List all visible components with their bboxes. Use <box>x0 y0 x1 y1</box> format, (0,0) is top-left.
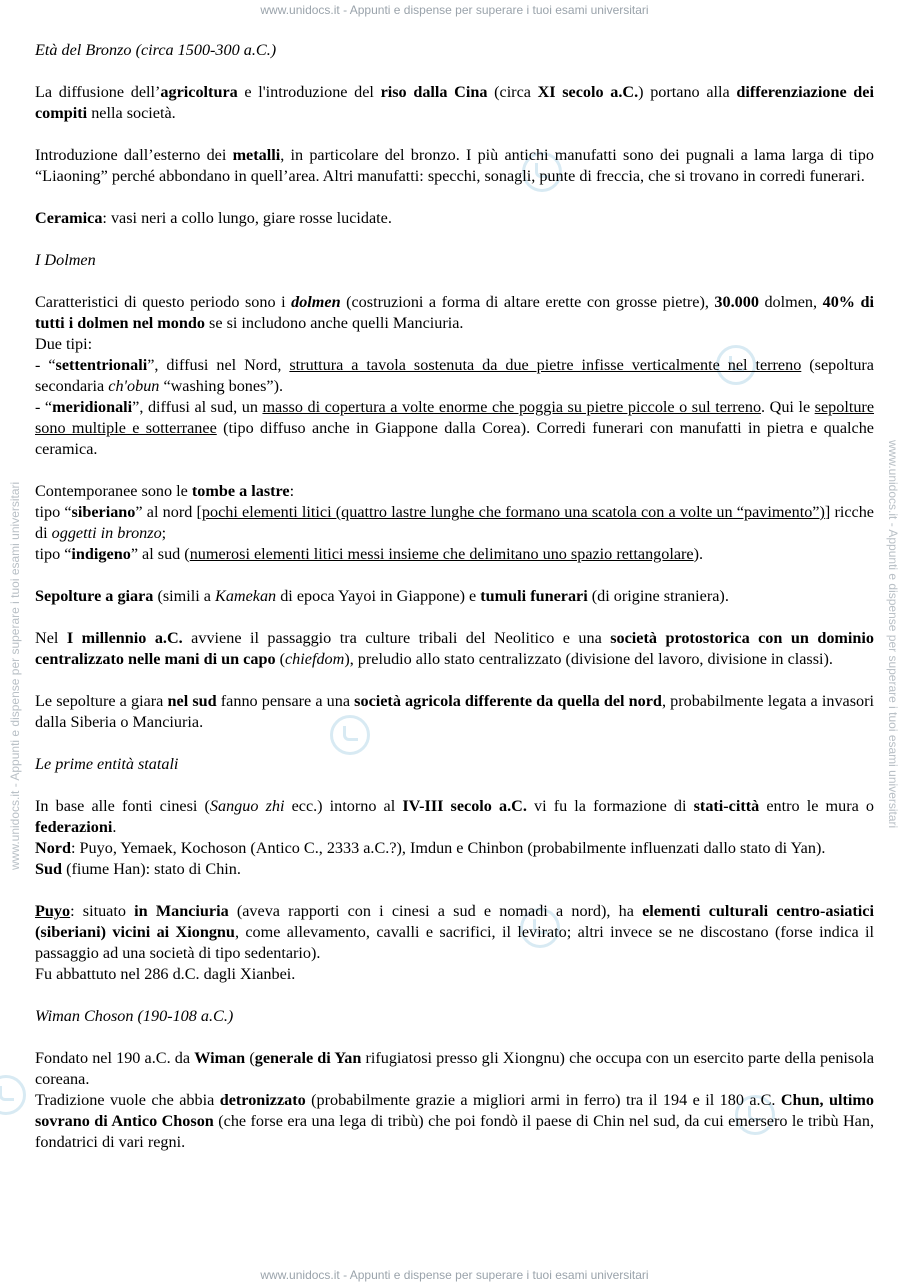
paragraph: Caratteristici di questo periodo sono i dolmen (costruzioni a forma di altare erette con grosse pietre), 30.000 dolmen, 40% di tutti i dolmen nel mondo se si includono anche quelli Manciuria. <box>35 293 874 332</box>
paragraph: Due tipi: <box>35 335 93 353</box>
paragraph: In base alle fonti cinesi (Sanguo zhi ecc.) intorno al IV-III secolo a.C. vi fu la formazione di stati-città entro le mura o federazioni. <box>35 797 874 836</box>
paragraph: Ceramica: vasi neri a collo lungo, giare rosse lucidate. <box>35 209 392 227</box>
paragraph: Tradizione vuole che abbia detronizzato (probabilmente grazie a migliori armi in ferro) tra il 194 e il 180 a.C. Chun, ultimo sovrano di Antico Choson (che forse era una lega di tribù) che poi fondò il paese di Chin nel sud, da cui emersero le tribù Han, fondatrici di vari regni. <box>35 1091 875 1151</box>
paragraph: Contemporanee sono le tombe a lastre: <box>35 482 295 500</box>
paragraph: Nel I millennio a.C. avviene il passaggio tra culture tribali del Neolitico e una società protostorica con un dominio centralizzato nelle mani di un capo (chiefdom), preludio allo stato centralizzato (divisione del lavoro, divisione in classi). <box>35 629 875 668</box>
section-title-entita-statali: Le prime entità statali <box>35 755 179 773</box>
unidocs-logo-icon <box>0 1075 26 1115</box>
watermark-header: www.unidocs.it - Appunti e dispense per superare i tuoi esami universitari <box>260 3 649 17</box>
list-item: - “settentrionali”, diffusi nel Nord, struttura a tavola sostenuta da due pietre infisse verticalmente nel terreno (sepoltura secondaria ch'obun “washing bones”). <box>35 356 874 395</box>
paragraph: Fu abbattuto nel 286 d.C. dagli Xianbei. <box>35 965 296 983</box>
paragraph: Puyo: situato in Manciuria (aveva rapporti con i cinesi a sud e nomadi a nord), ha elementi culturali centro-asiatici (siberiani) vicini ai Xiongnu, come allevamento, cavalli e sacrifici, il levirato; altri invece se ne discostano (forse indica il passaggio ad una società di tipo sedentario). <box>35 902 875 962</box>
list-item: - “meridionali”, diffusi al sud, un masso di copertura a volte enorme che poggia su pietre piccole o sul terreno. Qui le sepolture sono multiple e sotterranee (tipo diffuso anche in Giappone dalla Corea). Corredi funerari con manufatti in pietra e qualche ceramica. <box>35 398 875 458</box>
section-title-dolmen: I Dolmen <box>35 251 96 269</box>
paragraph: La diffusione dell’agricoltura e l'introduzione del riso dalla Cina (circa XI secolo a.C.) portano alla differenziazione dei compiti nella società. <box>35 83 874 122</box>
paragraph: Nord: Puyo, Yemaek, Kochoson (Antico C., 2333 a.C.?), Imdun e Chinbon (probabilmente influenzati dallo stato di Yan). <box>35 839 826 857</box>
paragraph: tipo “siberiano” al nord [pochi elementi litici (quattro lastre lunghe che formano una scatola con a volte un “pavimento”)] ricche di oggetti in bronzo; <box>35 503 874 542</box>
paragraph: tipo “indigeno” al sud (numerosi elementi litici messi insieme che delimitano uno spazio rettangolare). <box>35 545 704 563</box>
paragraph: Le sepolture a giara nel sud fanno pensare a una società agricola differente da quella del nord, probabilmente legata a invasori dalla Siberia o Manciuria. <box>35 692 875 731</box>
paragraph: Introduzione dall’esterno dei metalli, in particolare del bronzo. I più antichi manufatti sono dei pugnali a lama larga di tipo “Liaoning” perché abbondano in quell’area. Altri manufatti: specchi, sonagli, punte di freccia, che si trovano in corredi funerari. <box>35 146 874 185</box>
document-body <box>35 40 874 1153</box>
paragraph: Fondato nel 190 a.C. da Wiman (generale di Yan rifugiatosi presso gli Xiongnu) che occupa con un esercito parte della penisola coreana. <box>35 1049 875 1088</box>
watermark-footer: www.unidocs.it - Appunti e dispense per superare i tuoi esami universitari <box>260 1268 649 1282</box>
paragraph: Sepolture a giara (simili a Kamekan di epoca Yayoi in Giappone) e tumuli funerari (di origine straniera). <box>35 587 729 605</box>
paragraph: Sud (fiume Han): stato di Chin. <box>35 860 241 878</box>
section-title-wiman-choson: Wiman Choson (190-108 a.C.) <box>35 1007 234 1025</box>
section-title-bronzo: Età del Bronzo (circa 1500-300 a.C.) <box>35 41 277 59</box>
